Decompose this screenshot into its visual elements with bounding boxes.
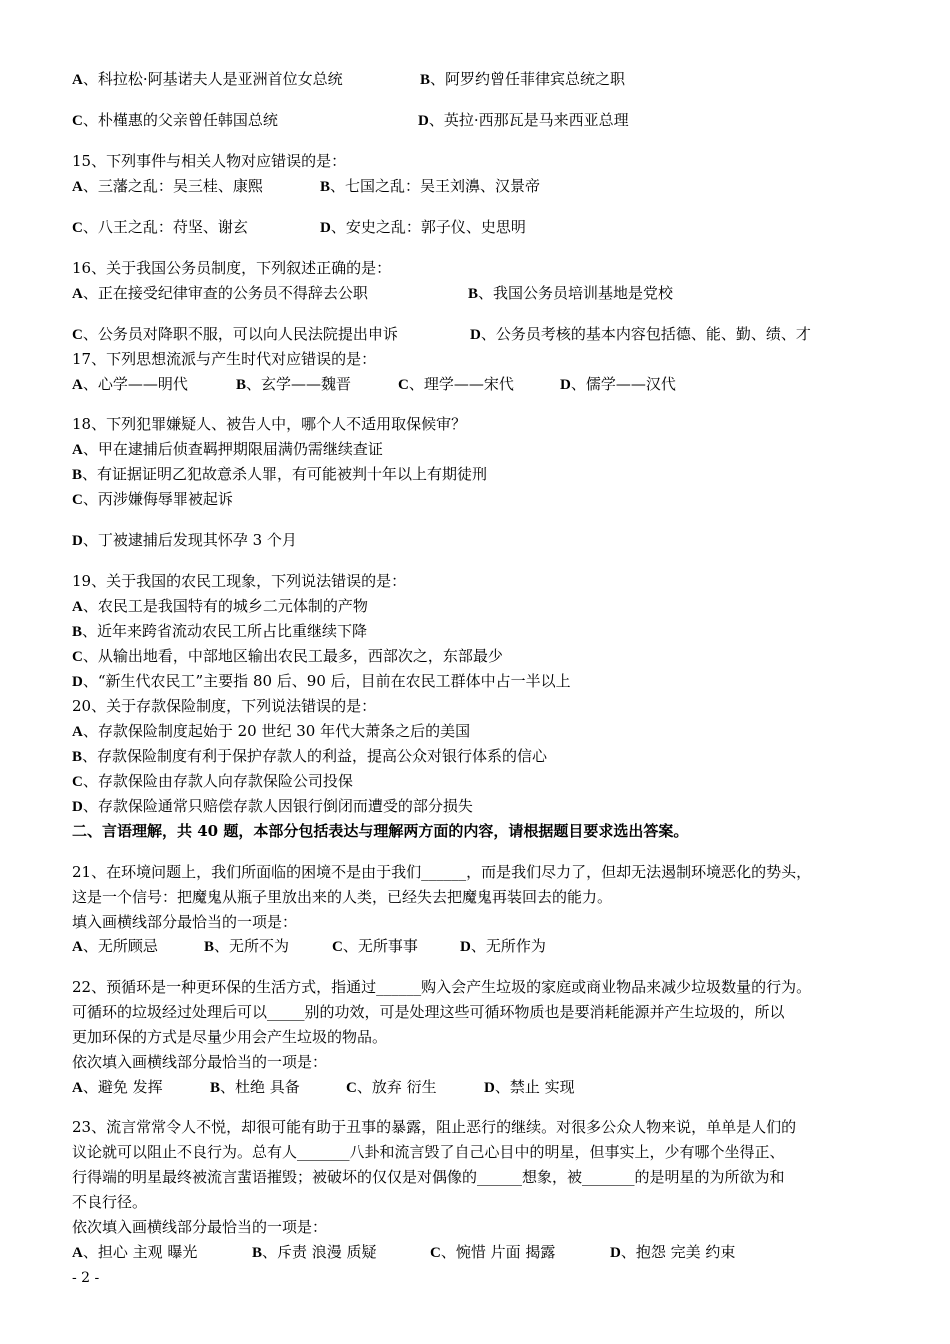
q14-option-d: D、英拉·西那瓦是马来西亚总理 — [418, 111, 629, 129]
q14-option-c: C、朴槿惠的父亲曾任韩国总统 — [72, 111, 278, 129]
q18-option-c: C、丙涉嫌侮辱罪被起诉 — [72, 490, 233, 508]
q21-option-d: D、无所作为 — [460, 937, 546, 955]
q16-option-a: A、正在接受纪律审查的公务员不得辞去公职 — [72, 284, 368, 302]
q21-line-1: 21、在环境问题上，我们所面临的困境不是由于我们______，而是我们尽力了，但却无法遏制环境恶化的势头， — [72, 863, 812, 881]
q23-line-3: 行得端的明星最终被流言蜚语摧毁；被破坏的仅仅是对偶像的______想象，被_______的是明星的为所欲为和 — [72, 1168, 785, 1186]
q20-option-a: A、存款保险制度起始于 20 世纪 30 年代大萧条之后的美国 — [72, 722, 471, 740]
q19-option-c: C、从输出地看，中部地区输出农民工最多，西部次之，东部最少 — [72, 647, 503, 665]
q22-option-c: C、放弃 衍生 — [346, 1078, 437, 1096]
q16-option-b: B、我国公务员培训基地是党校 — [468, 284, 674, 302]
q17-stem: 17、下列思想流派与产生时代对应错误的是： — [72, 350, 377, 368]
q20-option-d: D、存款保险通常只赔偿存款人因银行倒闭而遭受的部分损失 — [72, 797, 473, 815]
q22-line-2: 可循环的垃圾经过处理后可以_____别的功效，可是处理这些可循环物质也是要消耗能源并产生垃圾的，所以 — [72, 1003, 785, 1021]
q18-option-d: D、丁被逮捕后发现其怀孕 3 个月 — [72, 531, 297, 549]
q17-option-c: C、理学——宋代 — [398, 375, 514, 393]
q23-line-1: 23、流言常常令人不悦，却很可能有助于丑事的暴露，阻止恶行的继续。对很多公众人物来说，单单是人们的 — [72, 1118, 797, 1136]
q22-option-b: B、杜绝 具备 — [210, 1078, 300, 1096]
q19-stem: 19、关于我国的农民工现象，下列说法错误的是： — [72, 572, 407, 590]
q14-option-b: B、阿罗约曾任菲律宾总统之职 — [420, 70, 626, 88]
section-heading: 二、言语理解，共 40 题，本部分包括表达与理解两方面的内容，请根据题目要求选出答案。 — [72, 822, 689, 840]
q22-line-1: 22、预循环是一种更环保的生活方式，指通过______购入会产生垃圾的家庭或商业物品来减少垃圾数量的行为。 — [72, 978, 812, 996]
q23-option-a: A、担心 主观 曝光 — [72, 1243, 198, 1261]
q15-option-c: C、八王之乱：苻坚、谢玄 — [72, 218, 248, 236]
q16-option-c: C、公务员对降职不服，可以向人民法院提出申诉 — [72, 325, 398, 343]
q17-option-d: D、儒学——汉代 — [560, 375, 676, 393]
q21-option-a: A、无所顾忌 — [72, 937, 158, 955]
q19-option-b: B、近年来跨省流动农民工所占比重继续下降 — [72, 622, 368, 640]
q19-option-a: A、农民工是我国特有的城乡二元体制的产物 — [72, 597, 368, 615]
q23-prompt: 依次填入画横线部分最恰当的一项是： — [72, 1218, 328, 1236]
q23-line-4: 不良行径。 — [72, 1193, 148, 1211]
page-number: - 2 - — [72, 1270, 100, 1286]
q21-option-c: C、无所事事 — [332, 937, 418, 955]
q16-option-d: D、公务员考核的基本内容包括德、能、勤、绩、才 — [470, 325, 811, 343]
q18-stem: 18、下列犯罪嫌疑人、被告人中，哪个人不适用取保候审？ — [72, 415, 467, 433]
q18-option-a: A、甲在逮捕后侦查羁押期限届满仍需继续查证 — [72, 440, 383, 458]
q19-option-d: D、“新生代农民工”主要指 80 后、90 后，目前在农民工群体中占一半以上 — [72, 672, 571, 690]
q22-option-d: D、禁止 实现 — [484, 1078, 575, 1096]
q17-option-b: B、玄学——魏晋 — [236, 375, 352, 393]
q14-option-a: A、科拉松·阿基诺夫人是亚洲首位女总统 — [72, 70, 343, 88]
q15-option-a: A、三藩之乱：吴三桂、康熙 — [72, 177, 263, 195]
q15-option-b: B、七国之乱：吴王刘濞、汉景帝 — [320, 177, 541, 195]
q23-option-c: C、惋惜 片面 揭露 — [430, 1243, 556, 1261]
q22-option-a: A、避免 发挥 — [72, 1078, 163, 1096]
q15-stem: 15、下列事件与相关人物对应错误的是： — [72, 152, 347, 170]
q23-option-b: B、斥责 浪漫 质疑 — [252, 1243, 377, 1261]
q20-stem: 20、关于存款保险制度，下列说法错误的是： — [72, 697, 377, 715]
q21-option-b: B、无所不为 — [204, 937, 290, 955]
q23-option-d: D、抱怨 完美 约束 — [610, 1243, 736, 1261]
q18-option-b: B、有证据证明乙犯故意杀人罪，有可能被判十年以上有期徒刑 — [72, 465, 488, 483]
q20-option-b: B、存款保险制度有利于保护存款人的利益，提高公众对银行体系的信心 — [72, 747, 548, 765]
q21-line-2: 这是一个信号：把魔鬼从瓶子里放出来的人类，已经失去把魔鬼再装回去的能力。 — [72, 888, 613, 906]
q22-line-3: 更加环保的方式是尽量少用会产生垃圾的物品。 — [72, 1028, 388, 1046]
q23-line-2: 议论就可以阻止不良行为。总有人_______八卦和流言毁了自己心目中的明星，但事实上，少有哪个坐得正、 — [72, 1143, 785, 1161]
q22-prompt: 依次填入画横线部分最恰当的一项是： — [72, 1053, 328, 1071]
q21-prompt: 填入画横线部分最恰当的一项是： — [72, 913, 298, 931]
q17-option-a: A、心学——明代 — [72, 375, 188, 393]
q15-option-d: D、安史之乱：郭子仪、史思明 — [320, 218, 526, 236]
q16-stem: 16、关于我国公务员制度，下列叙述正确的是： — [72, 259, 392, 277]
q20-option-c: C、存款保险由存款人向存款保险公司投保 — [72, 772, 353, 790]
